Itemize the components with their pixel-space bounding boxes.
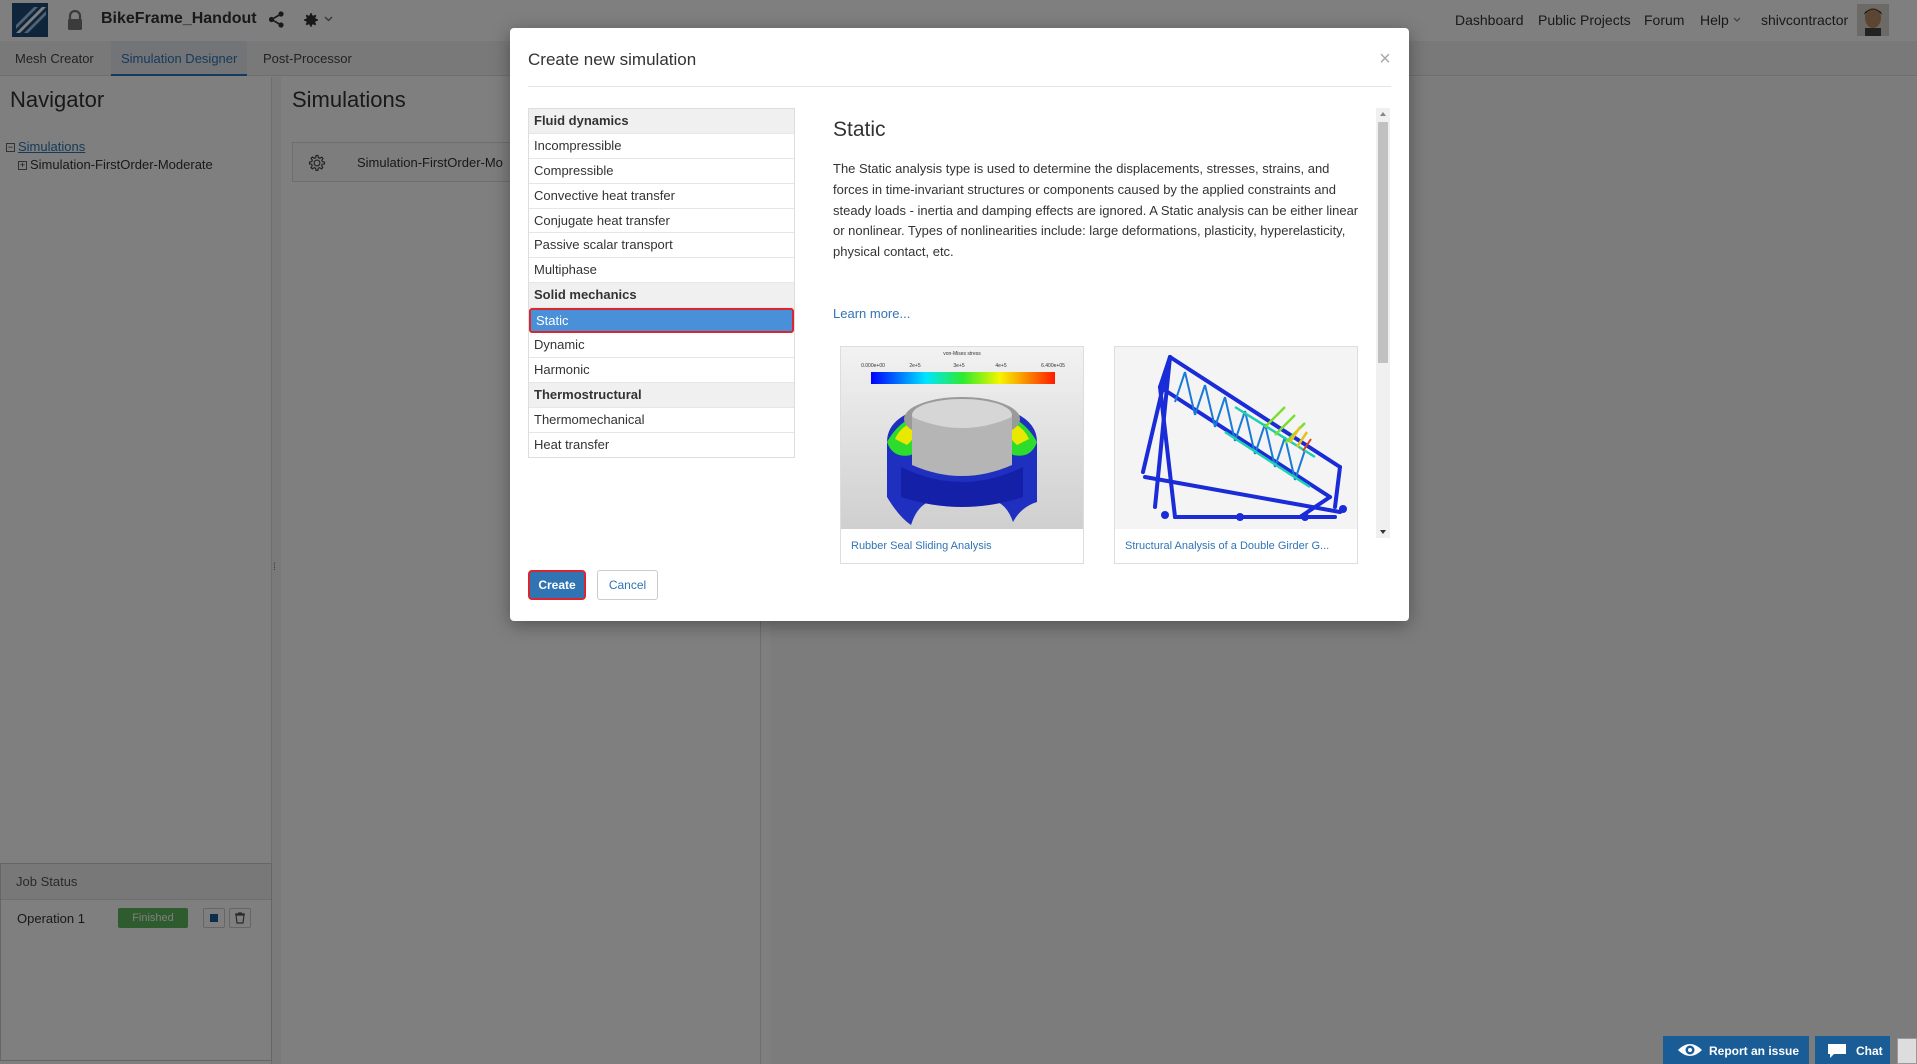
create-button[interactable]: Create	[528, 570, 586, 600]
double-girder-image	[1115, 347, 1357, 529]
scroll-down-icon[interactable]	[1376, 526, 1390, 538]
category-header: Fluid dynamics	[529, 109, 794, 134]
scroll-thumb[interactable]	[1378, 122, 1388, 363]
chat-button[interactable]	[1815, 1036, 1890, 1064]
colorbar-tick: 6.400e+05	[1041, 363, 1065, 369]
analysis-type-item[interactable]: Passive scalar transport	[529, 233, 794, 258]
analysis-type-item[interactable]: Thermomechanical	[529, 408, 794, 433]
example-caption[interactable]: Structural Analysis of a Double Girder G...	[1125, 540, 1330, 552]
analysis-type-list	[528, 108, 795, 458]
chat-label: Chat	[1856, 1044, 1883, 1058]
report-issue-label: Report an issue	[1709, 1044, 1800, 1058]
example-card[interactable]	[840, 346, 1084, 564]
chat-bubble-icon	[1827, 1043, 1847, 1059]
dialog-divider	[528, 86, 1391, 87]
detail-title: Static	[833, 118, 886, 141]
category-header: Thermostructural	[529, 383, 794, 408]
colorbar-tick: 3e+5	[953, 363, 965, 369]
analysis-type-item[interactable]: Multiphase	[529, 258, 794, 283]
analysis-type-item-selected[interactable]: Static	[529, 308, 794, 333]
close-icon[interactable]: ×	[1379, 48, 1391, 70]
analysis-type-item[interactable]: Compressible	[529, 159, 794, 184]
example-card[interactable]	[1114, 346, 1358, 564]
analysis-type-item[interactable]: Heat transfer	[529, 433, 794, 458]
rubber-seal-image	[841, 347, 1083, 529]
analysis-type-item[interactable]: Conjugate heat transfer	[529, 209, 794, 234]
colorbar-tick: 2e+5	[909, 363, 921, 369]
report-issue-button[interactable]	[1663, 1036, 1809, 1064]
colorbar-tick: 4e+5	[995, 363, 1007, 369]
colorbar-tick: 0.000e+00	[861, 363, 885, 369]
analysis-type-item[interactable]: Convective heat transfer	[529, 184, 794, 209]
detail-scrollbar[interactable]	[1376, 108, 1390, 538]
learn-more-link[interactable]: Learn more...	[833, 306, 911, 321]
corner-toggle-button[interactable]	[1897, 1038, 1917, 1064]
category-header: Solid mechanics	[529, 283, 794, 308]
eye-icon	[1677, 1041, 1703, 1059]
example-caption[interactable]: Rubber Seal Sliding Analysis	[851, 540, 992, 552]
analysis-type-item[interactable]: Harmonic	[529, 358, 794, 383]
analysis-type-item[interactable]: Dynamic	[529, 333, 794, 358]
analysis-type-item[interactable]: Incompressible	[529, 134, 794, 159]
cancel-button[interactable]: Cancel	[597, 570, 658, 600]
create-simulation-dialog	[510, 28, 1409, 621]
analysis-detail-panel	[833, 108, 1363, 552]
scroll-up-icon[interactable]	[1376, 108, 1390, 120]
detail-description: The Static analysis type is used to determine the displacements, stresses, strains, and forces in time-invariant structures or components caused by the applied constraints and steady loads - inertia and damping effects are ignored. A Static analysis can be either linear or nonlinear. Types of nonlinearities include: large deformations, plasticity, hyperelasticity, physical contact, etc.	[833, 161, 1359, 260]
dialog-title: Create new simulation	[528, 50, 697, 69]
colorbar-title: von-Mises stress	[943, 351, 981, 357]
